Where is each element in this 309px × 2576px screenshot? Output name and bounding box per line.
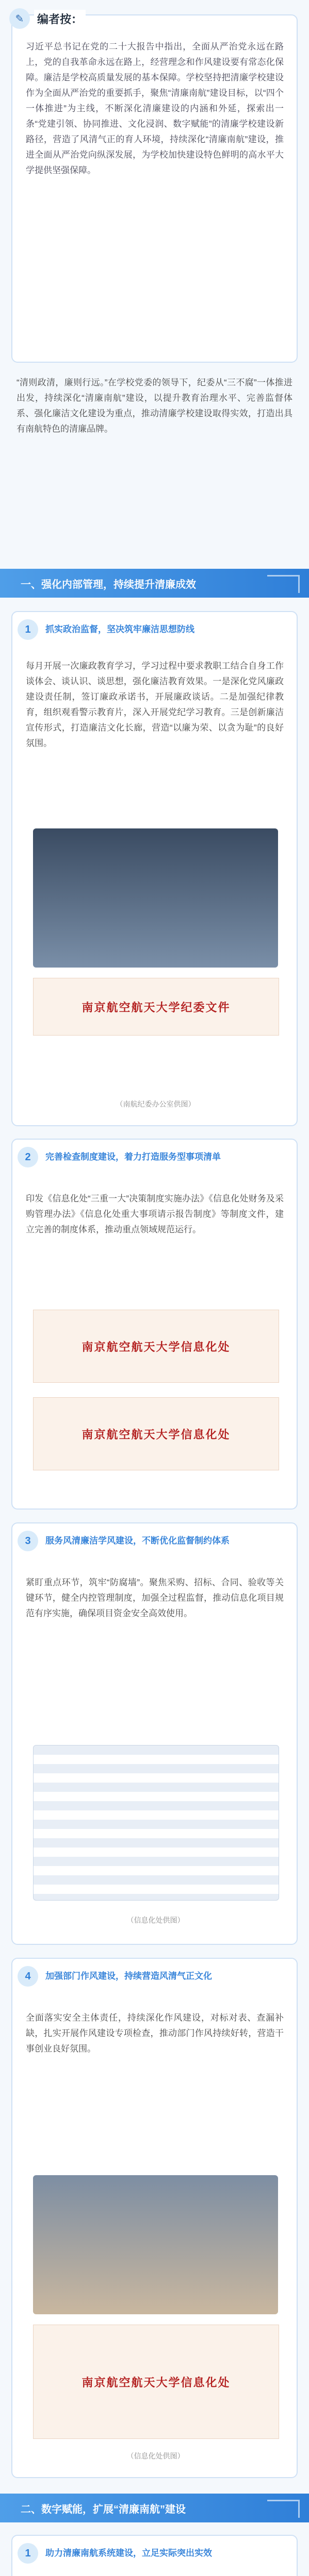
- item-title: 加强部门作风建设，持续营造风清气正文化: [45, 1971, 212, 1981]
- section-header-2: [0, 2494, 309, 2522]
- document-title: 南京航空航天大学纪委文件: [82, 1001, 231, 1014]
- editor-note-text: 习近平总书记在党的二十大报告中指出，全面从严治党永远在路上，党的自我革命永远在路上，经营理念和作风建设要有常态化保障。廉洁是学校高质量发展的基本保障。学校坚持把清廉学校建设作为全面从严治党的重要抓手，聚焦“清廉南航”建设目标，以“四个一体推进”为主线，不断深化清廉建设的内涵和外延，探索出一条“党建引领、协同推进、文化浸润、数字赋能”的清廉学校建设新路径，营造了风清气正的育人环境，持续深化“清廉南航”建设，推进全面从严治党向纵深发展，为学校加快建设特色鲜明的高水平大学提供坚强保障。: [26, 42, 284, 175]
- editor-note-title: 编者按：: [34, 10, 86, 28]
- item-number: 3: [18, 1531, 38, 1551]
- item-text: 每月开展一次廉政教育学习，学习过程中要求教职工结合自身工作谈体会、谈认识、谈思想，强化廉洁教育效果。一是深化党风廉政建设责任制，签订廉政承诺书，开展廉政谈话。二是加强纪律教育，组织观看警示教育片，深入开展党纪学习教育。三是创新廉洁宣传形式，打造廉洁文化长廊，营造“以廉为荣、以贪为耻”的良好氛围。: [26, 661, 284, 748]
- section-deco-1: [267, 575, 300, 593]
- section-deco-2: [267, 2500, 300, 2518]
- event-photo: [33, 2175, 278, 2314]
- item-number: 2: [18, 1147, 38, 1167]
- item-text: 印发《信息化处“三重一大”决策制度实施办法》《信息化处财务及采购管理办法》《信息化处重大事项请示报告制度》等制度文件，建立完善的制度体系，推动重点领域规范运行。: [26, 1194, 284, 1234]
- item-title: 服务风清廉洁学风建设，不断优化监督制约体系: [45, 1536, 230, 1546]
- photo-caption: （南航纪委办公室供图）: [116, 1100, 196, 1108]
- photo-caption: （信息化处供图）: [126, 1916, 185, 1924]
- photo-caption: （信息化处供图）: [126, 2452, 185, 2460]
- meeting-photo: [33, 828, 278, 968]
- section-title-2: 二、数字赋能，扩展“清廉南航”建设: [21, 2503, 186, 2515]
- document-banner: [33, 978, 279, 1036]
- item-number: 1: [18, 619, 38, 640]
- editor-note-icon: ✎: [9, 8, 30, 29]
- editor-note: [11, 14, 298, 363]
- section-header-1: [0, 569, 309, 598]
- item-title: 完善检查制度建设，着力打造服务型事项清单: [45, 1152, 221, 1162]
- item-title: 助力清廉南航系统建设，立足实际突出实效: [45, 2548, 212, 2558]
- item-card-4: [11, 1958, 298, 2478]
- item-text: 全面落实安全主体责任，持续深化作风建设，对标对表、查漏补缺，扎实开展作风建设专项检查，推动部门作风持续好转，营造干事创业良好氛围。: [26, 2013, 284, 2054]
- editor-note-header: [12, 8, 86, 29]
- system-screenshot: [33, 1745, 279, 1901]
- intro-paragraph: “清则政清，廉则行远。”在学校党委的领导下，纪委从“三不腐”一体推进出发，持续深化“清廉南航”建设，以提升教育治理水平、完善监督体系、强化廉洁文化建设为重点，推动清廉学校建设取得实效，打造出具有南航特色的清廉品牌。: [17, 378, 292, 434]
- item-card-2: [11, 1139, 298, 1510]
- document-title: 南京航空航天大学信息化处: [82, 1340, 231, 1353]
- document-banner: [33, 2325, 279, 2439]
- document-title-2: 南京航空航天大学信息化处: [82, 1428, 231, 1441]
- document-banner: [33, 1310, 279, 1383]
- item-card-1: [11, 611, 298, 1126]
- document-title: 南京航空航天大学信息化处: [82, 2376, 231, 2389]
- item-card-3: [11, 1522, 298, 1945]
- document-banner-2: [33, 1397, 279, 1470]
- item-number: 1: [18, 2543, 38, 2564]
- section-title-1: 一、强化内部管理，持续提升清廉成效: [21, 579, 196, 590]
- item-card-5: [11, 2535, 298, 2576]
- item-title: 抓实政治监督，坚决筑牢廉洁思想防线: [45, 624, 194, 634]
- item-number: 4: [18, 1966, 38, 1987]
- item-text: 紧盯重点环节，筑牢“防腐墙”。聚焦采购、招标、合同、验收等关键环节，健全内控管理制度，加强全过程监督，推动信息化项目规范有序实施，确保项目资金安全高效使用。: [26, 1578, 284, 1618]
